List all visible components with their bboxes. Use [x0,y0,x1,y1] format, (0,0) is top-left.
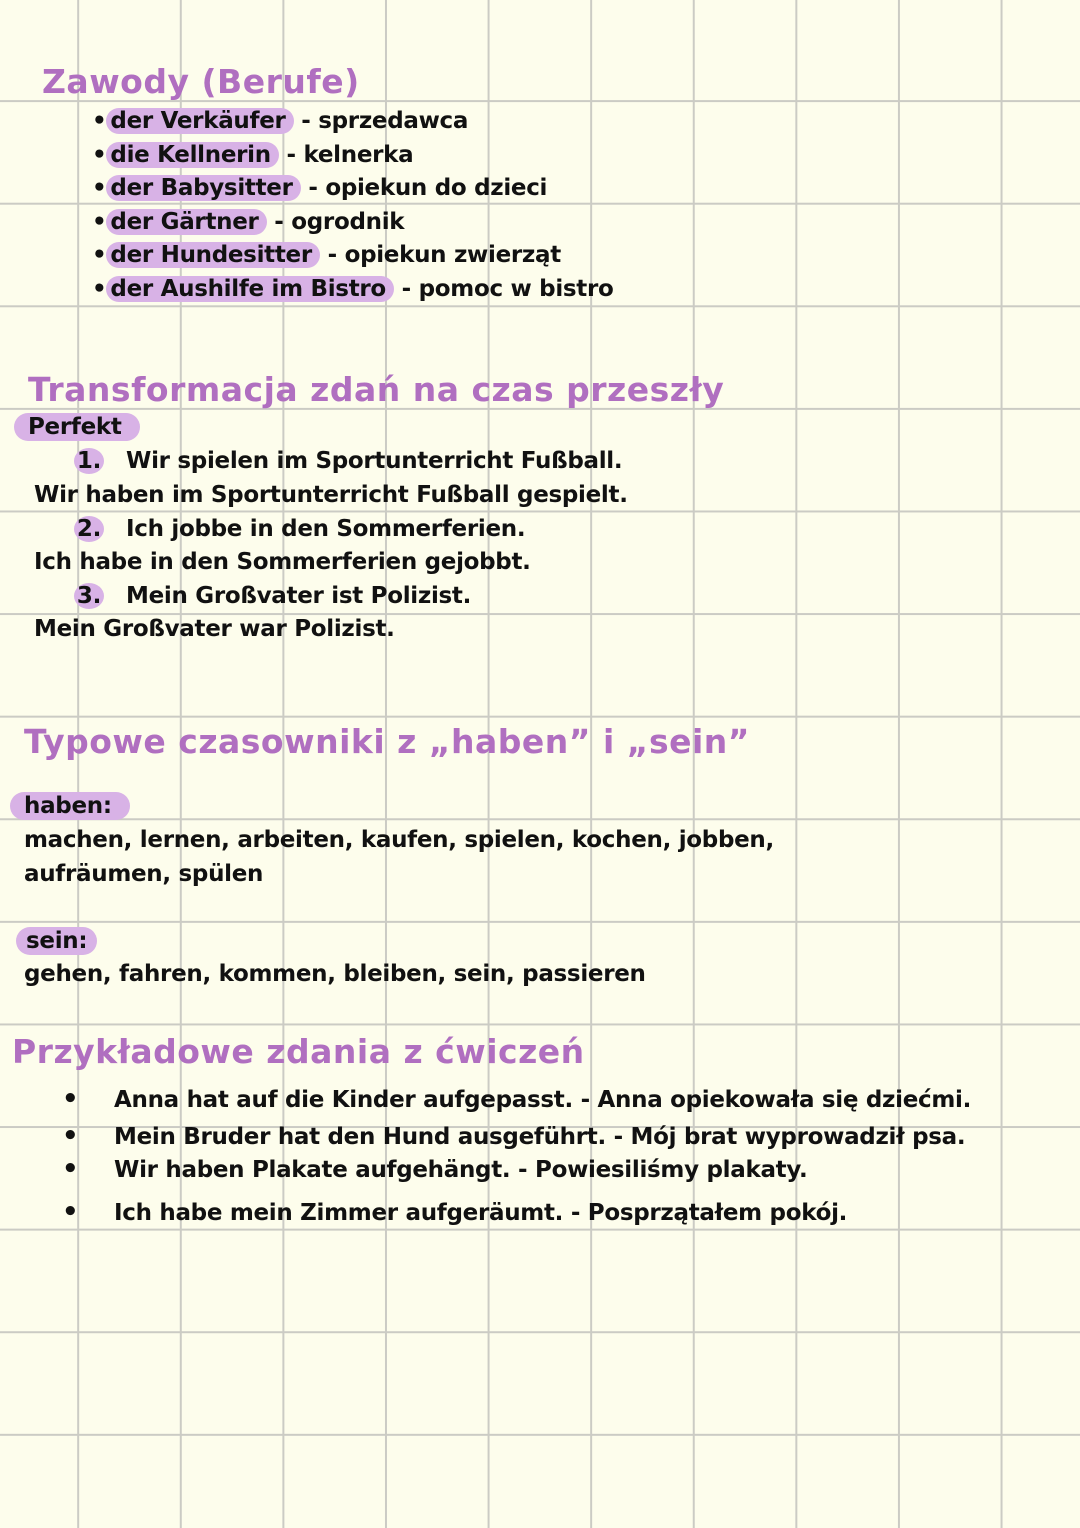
example-item [62,1197,847,1227]
bullet-icon: • [62,1121,79,1151]
present-sentence [74,516,525,542]
polish-term: sprzedawca [318,108,469,134]
sein-tag: sein: [16,927,97,955]
profession-item: • der Gärtner - ogrodnik [92,209,405,235]
bullet-icon: • [62,1084,79,1114]
number-badge: 2. [74,516,104,542]
profession-item: • der Aushilfe im Bistro - pomoc w bistro [92,276,614,302]
example-text: Ich habe mein Zimmer aufgeräumt. - Posprzątałem pokój. [114,1200,848,1226]
sein-verbs-line: gehen, fahren, kommen, bleiben, sein, passieren [24,961,646,987]
bullet-icon: • [62,1197,79,1227]
haben-tag: haben: [10,792,130,820]
german-term: der Gärtner [106,209,266,235]
example-item [62,1154,807,1184]
profession-item: • die Kellnerin - kelnerka [92,142,414,168]
polish-term: opiekun zwierząt [344,242,561,268]
example-item [62,1121,965,1151]
german-term: die Kellnerin [106,142,278,168]
section-title-transformation: Transformacja zdań na czas przeszły [28,370,725,409]
german-term: der Hundesitter [106,242,319,268]
german-term: der Babysitter [106,175,300,201]
bullet-icon: • [62,1154,79,1184]
present-text: Wir spielen im Sportunterricht Fußball. [126,448,623,474]
section-title-verbs: Typowe czasowniki z „haben” i „sein” [24,722,750,761]
present-sentence [74,583,471,609]
profession-item: • der Verkäufer - sprzedawca [92,108,469,134]
perfekt-tag: Perfekt [14,413,140,441]
german-term: der Aushilfe im Bistro [106,276,394,302]
example-text: Anna hat auf die Kinder aufgepasst. - Anna opiekowała się dziećmi. [114,1087,972,1113]
german-term: der Verkäufer [106,108,293,134]
polish-term: kelnerka [303,142,414,168]
present-text: Ich jobbe in den Sommerferien. [126,516,526,542]
present-text: Mein Großvater ist Polizist. [126,583,472,609]
past-sentence: Mein Großvater war Polizist. [34,616,395,642]
example-text: Mein Bruder hat den Hund ausgeführt. - Mój brat wyprowadził psa. [114,1124,966,1150]
haben-verbs-line2: aufräumen, spülen [24,861,264,887]
profession-item: • der Hundesitter - opiekun zwierząt [92,242,561,268]
past-sentence: Wir haben im Sportunterricht Fußball gespielt. [34,482,628,508]
section-title-examples: Przykładowe zdania z ćwiczeń [12,1032,585,1071]
number-badge: 3. [74,583,104,609]
past-sentence: Ich habe in den Sommerferien gejobbt. [34,549,531,575]
present-sentence [74,448,622,474]
number-badge: 1. [74,448,104,474]
polish-term: opiekun do dzieci [325,175,548,201]
polish-term: ogrodnik [291,209,405,235]
section-title-professions: Zawody (Berufe) [42,62,360,101]
example-item [62,1084,971,1114]
example-text: Wir haben Plakate aufgehängt. - Powiesiliśmy plakaty. [114,1157,808,1183]
profession-item: • der Babysitter - opiekun do dzieci [92,175,548,201]
polish-term: pomoc w bistro [418,276,614,302]
haben-verbs-line1: machen, lernen, arbeiten, kaufen, spielen, kochen, jobben, [24,827,774,853]
